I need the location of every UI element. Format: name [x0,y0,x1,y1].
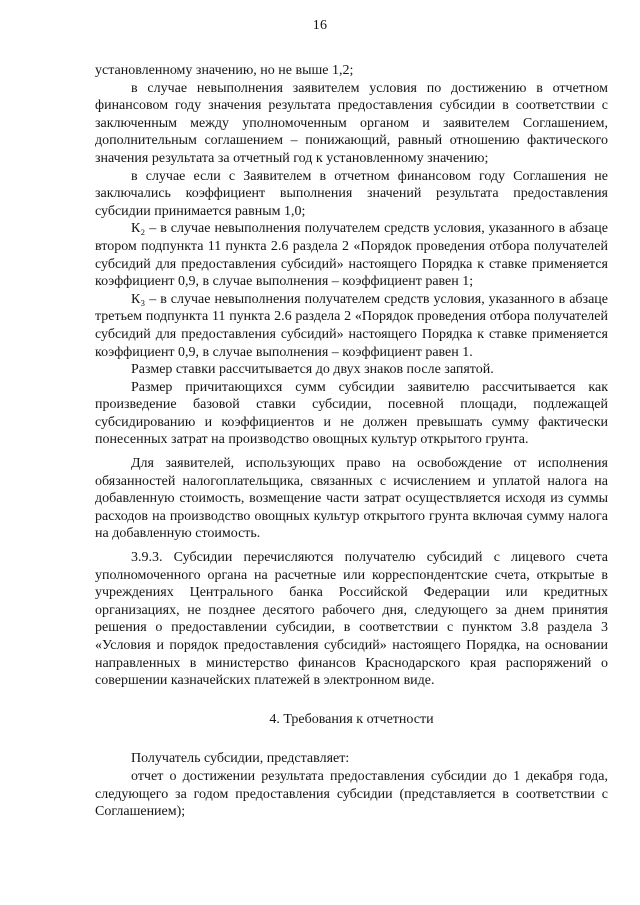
paragraph-rate-rounding: Размер ставки рассчитывается до двух знаков после запятой. [131,362,494,378]
paragraph-k3: К₃ – в случае невыполнения получателем средств условия, указанного в абзаце третьем подпункта 11 пункта 2.6 раздела 2 «Порядок проведения отбора получателей субсидий для предоставления субсидий» настоящего Порядка к ставке применяется коэффициент 0,9, в случае выполнения – коэффициент равен 1. [95,291,608,360]
document-body [95,62,608,821]
paragraph-vat-exemption: Для заявителей, использующих право на освобождение от исполнения обязанностей налогоплательщика, связанных с исчислением и уплатой налога на добавленную стоимость, возмещение части затрат осуществляется исходя из суммы расходов на производство овощных культур открытого грунта включая сумму налога на добавленную стоимость. [95,456,608,542]
paragraph-3-9-3: 3.9.3. Субсидии перечисляются получателю субсидий с лицевого счета уполномоченного органа на расчетные или корреспондентские счета, открытые в учреждениях Центрального банка Российской Федерации или кредитных организациях, не позднее десятого рабочего дня, следующего за днем принятия решения о предоставлении субсидии, в соответствии с пунктом 3.8 раздела 3 «Условия и порядок предоставления субсидий» настоящего Порядка, на основании направленных в министерство финансов Краснодарского края распоряжений о совершении казначейских платежей в электронном виде. [95,550,608,689]
paragraph-subsidy-amount: Размер причитающихся сумм субсидии заявителю рассчитывается как произведение базовой ставки субсидии, посевной площади, подлежащей субсидированию и коэффициентов и не должен превышать сумму фактически понесенных затрат на производство овощных культур открытого грунта. [95,379,608,448]
paragraph-3: в случае если с Заявителем в отчетном финансовом году Соглашения не заключались коэффициент выполнения значений результата предоставления субсидии принимается равным 1,0; [95,168,608,219]
paragraph-2: в случае невыполнения заявителем условия по достижению в отчетном финансовом году значения результата предоставления субсидии в соответствии с заключенным между уполномоченным органом и заявителем Соглашением, дополнительным соглашением – понижающий, равный отношению фактического значения результата за отчетный год к установленному значению; [95,80,608,166]
section-paragraph-1: Получатель субсидии, представляет: [131,751,350,767]
paragraph-1: установленному значению, но не выше 1,2; [95,63,354,78]
section-heading: 4. Требования к отчетности [269,711,434,727]
page-number: 16 [312,18,328,33]
paragraph-k2: К₂ – в случае невыполнения получателем средств условия, указанного в абзаце втором подпункта 11 пункта 2.6 раздела 2 «Порядок проведения отбора получателей субсидий для предоставления субсидий» настоящего Порядка к ставке применяется коэффициент 0,9, в случае выполнения – коэффициент равен 1; [95,221,608,290]
section-paragraph-2: отчет о достижении результата предоставления субсидии до 1 декабря года, следующего за годом предоставления субсидии (представляется в соответствии с Соглашением); [95,768,608,820]
